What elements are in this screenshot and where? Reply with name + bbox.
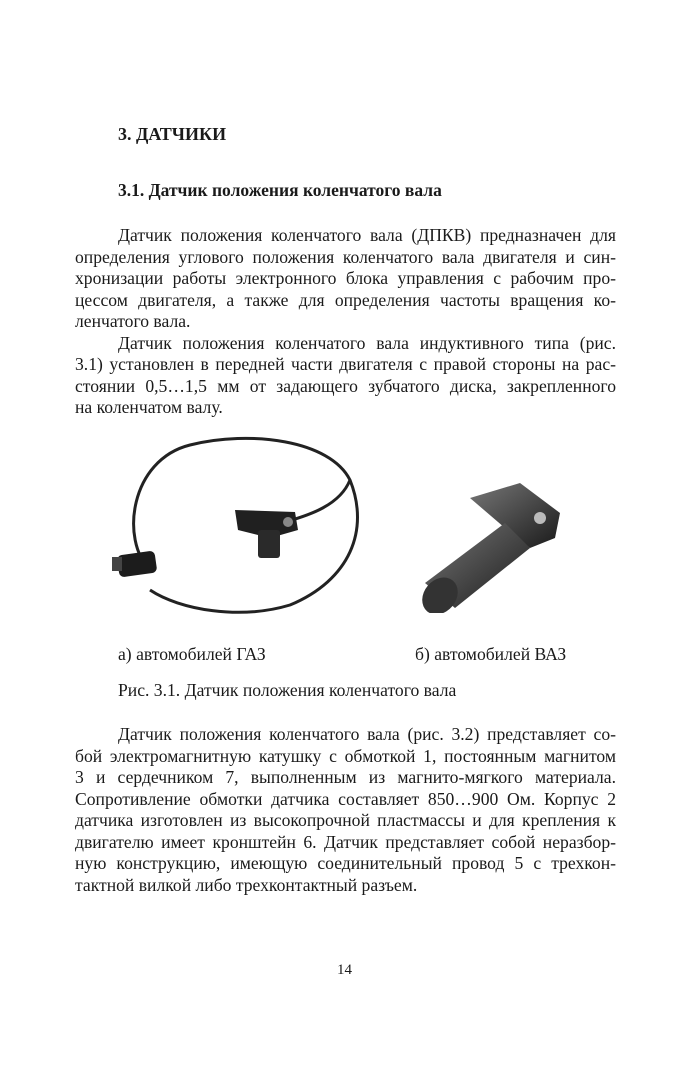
text-line: цессом двигателя, а также для определения частоты вращения ко- (75, 289, 616, 310)
text-line: Датчик положения коленчатого вала (ДПКВ) предназначен для (118, 225, 616, 245)
text-line: ную конструкцию, имеющую соединительный провод 5 с трехкон- (75, 853, 616, 873)
text-line: двигателю имеет кронштейн 6. Датчик представляет собой неразбор- (75, 831, 616, 852)
page-number: 14 (337, 962, 352, 978)
text-line: ленчатого вала. (75, 311, 191, 331)
figure-caption-a: а) автомобилей ГАЗ (118, 644, 266, 664)
text-line: Датчик положения коленчатого вала (рис. 3.2) представляет со- (118, 724, 616, 744)
text-line: датчика изготовлен из высокопрочной пластмассы и для крепления к (75, 810, 616, 830)
figure-caption: Рис. 3.1. Датчик положения коленчатого вала (118, 680, 457, 700)
chapter-heading: 3. ДАТЧИКИ (118, 124, 227, 144)
text-line: Датчик положения коленчатого вала индуктивного типа (рис. (118, 332, 616, 353)
section-heading: 3.1. Датчик положения коленчатого вала (118, 180, 442, 200)
text-line: 3.1) установлен в передней части двигателя с правой стороны на рас- (75, 354, 616, 374)
gaz-sensor-photo (110, 430, 370, 620)
text-line: тактной вилкой либо трехконтактный разъем. (75, 874, 418, 895)
text-line: 3 и сердечником 7, выполненным из магнито-мягкого материала. (75, 767, 616, 787)
paragraph-1 (75, 225, 616, 419)
figure-caption-b: б) автомобилей ВАЗ (415, 644, 567, 664)
text-line: стоянии 0,5…1,5 мм от задающего зубчатого диска, закрепленного (75, 375, 616, 396)
text-line: определения углового положения коленчатого вала двигателя и син- (75, 246, 616, 267)
paragraph-3 (75, 724, 616, 896)
text-line: Сопротивление обмотки датчика составляет 850…900 Ом. Корпус 2 (75, 788, 616, 809)
text-line: бой электромагнитную катушку с обмоткой 1, постоянным магнитом (75, 745, 616, 766)
text-line: хронизации работы электронного блока управления с рабочим про- (75, 268, 616, 288)
text-line: на коленчатом валу. (75, 397, 223, 417)
vaz-sensor-photo (410, 478, 570, 613)
